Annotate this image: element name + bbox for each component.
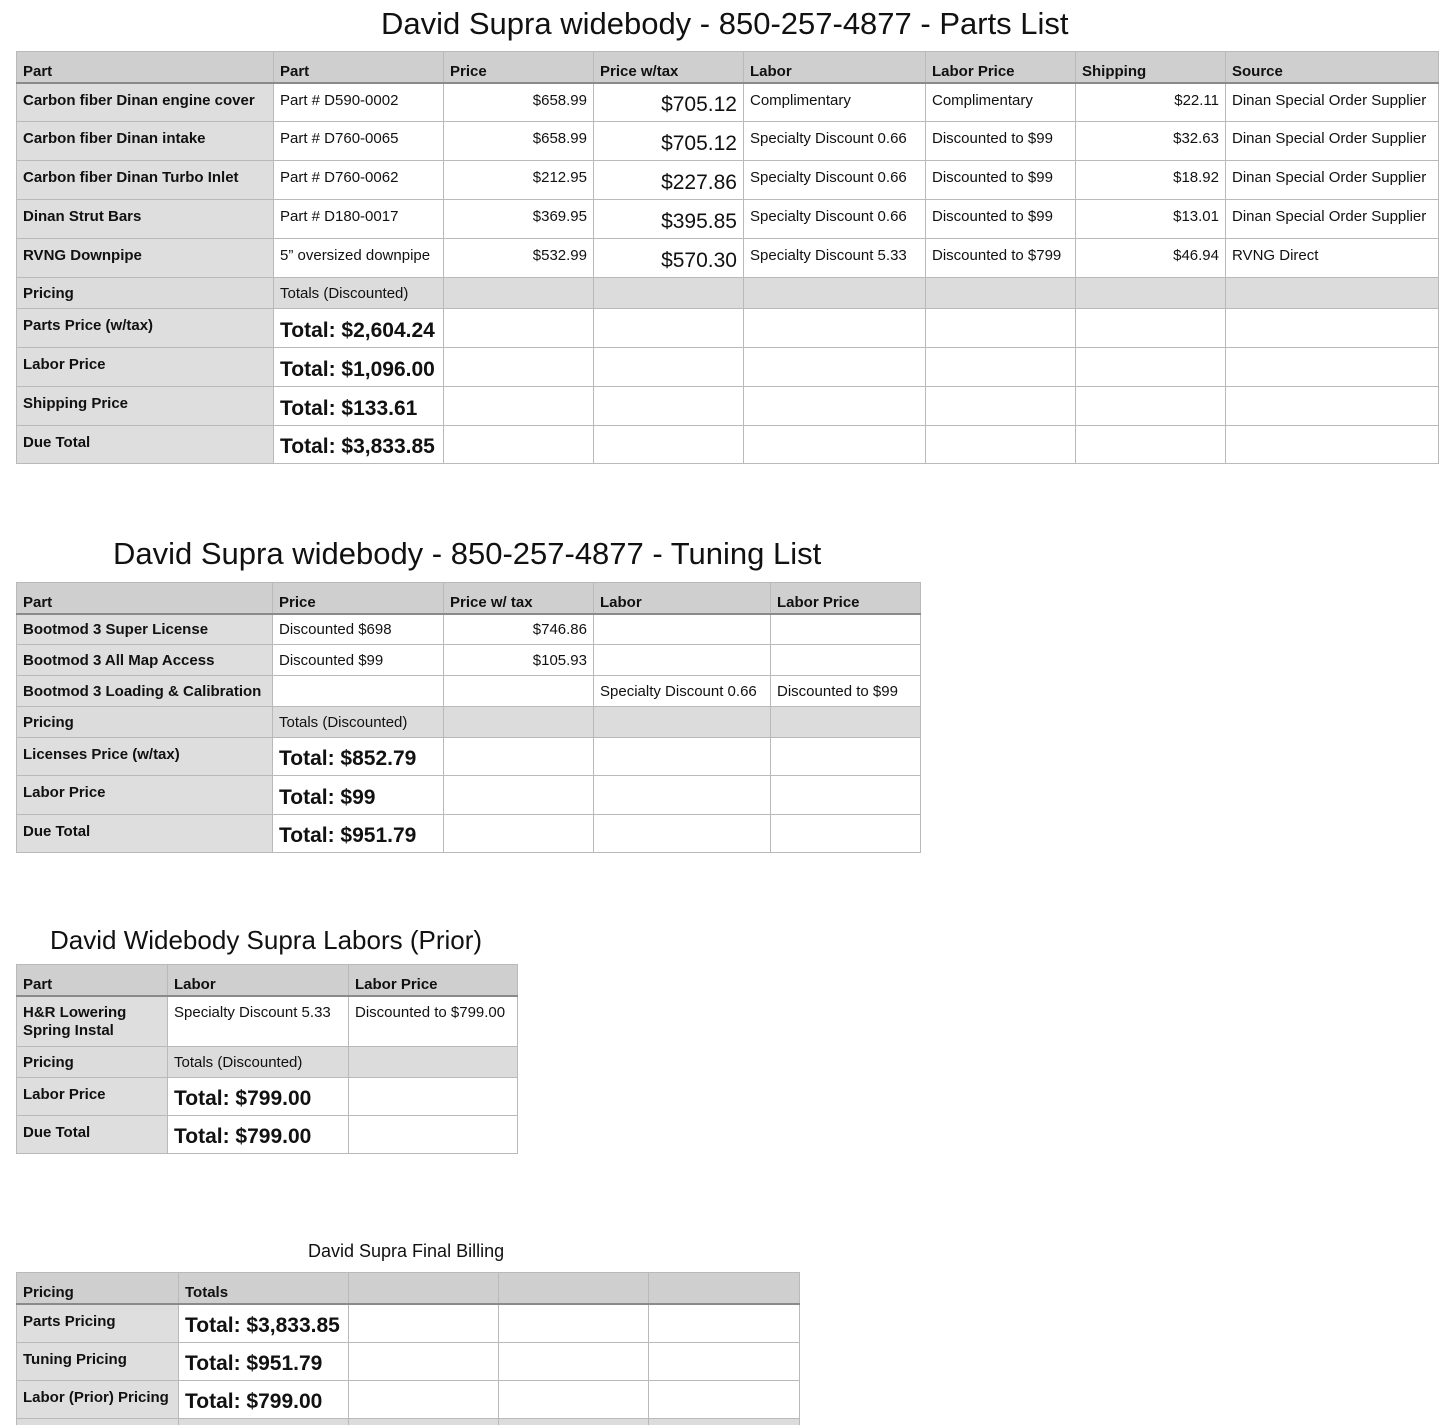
labor-cell[interactable]: Specialty Discount 5.33 <box>744 239 926 278</box>
column-header[interactable]: Part <box>17 52 274 83</box>
shipping-cell[interactable]: $32.63 <box>1076 122 1226 161</box>
total-row <box>17 1343 800 1381</box>
column-header[interactable]: Labor Price <box>926 52 1076 83</box>
empty-cell[interactable] <box>744 348 926 387</box>
empty-cell[interactable] <box>594 776 771 815</box>
empty-cell[interactable] <box>926 348 1076 387</box>
empty-cell[interactable] <box>1076 348 1226 387</box>
pricing-note[interactable]: Totals (Discounted) <box>273 707 444 738</box>
pricing-band-row <box>17 278 1439 309</box>
labor-price-cell[interactable]: Complimentary <box>926 83 1076 122</box>
total-row <box>17 1381 800 1419</box>
empty-cell[interactable] <box>926 278 1076 309</box>
empty-cell[interactable] <box>444 278 594 309</box>
part-name-cell[interactable]: Carbon fiber Dinan engine cover <box>17 83 274 122</box>
column-header[interactable]: Labor <box>744 52 926 83</box>
part-number-cell[interactable]: Part # D590-0002 <box>274 83 444 122</box>
total-label[interactable]: Tuning Pricing <box>17 1343 179 1381</box>
empty-cell[interactable] <box>649 1419 800 1425</box>
column-header[interactable]: Part <box>274 52 444 83</box>
part-name-cell[interactable]: Bootmod 3 All Map Access <box>17 645 273 676</box>
source-cell[interactable]: Dinan Special Order Supplier <box>1226 200 1439 239</box>
empty-cell[interactable] <box>1226 348 1439 387</box>
shipping-cell[interactable]: $22.11 <box>1076 83 1226 122</box>
price-cell[interactable]: $658.99 <box>444 122 594 161</box>
part-name-cell[interactable]: Dinan Strut Bars <box>17 200 274 239</box>
empty-cell[interactable] <box>1226 426 1439 464</box>
empty-cell[interactable] <box>444 426 594 464</box>
empty-cell[interactable] <box>444 707 594 738</box>
column-header[interactable]: Pricing <box>17 1273 179 1304</box>
total-value[interactable]: Total: $133.61 <box>274 387 444 426</box>
pricing-band-row <box>17 1047 518 1078</box>
tuning-list-title: David Supra widebody - 850-257-4877 - Tuning List <box>113 536 822 571</box>
total-value[interactable]: Total: $799.00 <box>179 1381 349 1419</box>
labor-cell[interactable]: Specialty Discount 5.33 <box>168 996 349 1047</box>
labor-price-cell[interactable]: Discounted to $799 <box>926 239 1076 278</box>
pricing-note[interactable]: Totals (Discounted) <box>274 278 444 309</box>
empty-cell[interactable] <box>649 1343 800 1381</box>
empty-cell[interactable] <box>1226 309 1439 348</box>
total-label[interactable]: Licenses Price (w/tax) <box>17 738 273 776</box>
part-name-cell[interactable]: Carbon fiber Dinan Turbo Inlet <box>17 161 274 200</box>
labor-cell[interactable]: Specialty Discount 0.66 <box>744 161 926 200</box>
total-row <box>17 426 1439 464</box>
empty-cell[interactable] <box>499 1381 649 1419</box>
total-value[interactable]: Total: $99 <box>273 776 444 815</box>
part-number-cell[interactable]: Part # D760-0062 <box>274 161 444 200</box>
total-value[interactable]: Total: $799.00 <box>168 1078 349 1116</box>
total-row <box>17 1304 800 1343</box>
column-header[interactable]: Source <box>1226 52 1439 83</box>
price-tax-cell[interactable]: $570.30 <box>594 239 744 278</box>
total-row <box>17 776 921 815</box>
empty-cell[interactable] <box>444 309 594 348</box>
price-cell[interactable]: $369.95 <box>444 200 594 239</box>
labor-cell[interactable] <box>594 645 771 676</box>
total-value[interactable]: Total: $3,833.85 <box>274 426 444 464</box>
final-billing-table <box>16 1272 800 1425</box>
shipping-cell[interactable]: $13.01 <box>1076 200 1226 239</box>
column-header[interactable]: Labor Price <box>771 583 921 614</box>
column-header[interactable] <box>349 1273 499 1304</box>
empty-cell[interactable] <box>926 387 1076 426</box>
empty-cell[interactable] <box>594 815 771 853</box>
total-row <box>17 387 1439 426</box>
labor-cell[interactable]: Specialty Discount 0.66 <box>744 122 926 161</box>
part-name-cell[interactable]: Carbon fiber Dinan intake <box>17 122 274 161</box>
total-value[interactable]: Total: $951.79 <box>273 815 444 853</box>
column-header[interactable]: Labor <box>594 583 771 614</box>
source-cell[interactable]: Dinan Special Order Supplier <box>1226 161 1439 200</box>
column-header[interactable]: Price w/tax <box>594 52 744 83</box>
part-number-cell[interactable]: Part # D760-0065 <box>274 122 444 161</box>
total-row <box>17 738 921 776</box>
empty-cell[interactable] <box>1076 387 1226 426</box>
empty-cell[interactable] <box>744 426 926 464</box>
empty-cell[interactable] <box>594 387 744 426</box>
pricing-note[interactable]: Totals (Discounted) <box>168 1047 349 1078</box>
part-name-cell[interactable]: Bootmod 3 Super License <box>17 614 273 645</box>
tuning-header-row <box>17 583 921 614</box>
source-cell[interactable]: Dinan Special Order Supplier <box>1226 122 1439 161</box>
empty-cell[interactable] <box>444 387 594 426</box>
column-header[interactable] <box>499 1273 649 1304</box>
parts-list-table <box>16 51 1439 464</box>
empty-cell[interactable] <box>649 1381 800 1419</box>
labor-cell[interactable] <box>594 614 771 645</box>
shipping-cell[interactable]: $46.94 <box>1076 239 1226 278</box>
pricing-label[interactable]: Pricing <box>17 1047 168 1078</box>
price-cell[interactable]: Discounted $698 <box>273 614 444 645</box>
empty-cell[interactable] <box>594 707 771 738</box>
empty-cell[interactable] <box>1226 387 1439 426</box>
total-row <box>17 1078 518 1116</box>
tuning-list-table <box>16 582 921 853</box>
empty-cell[interactable] <box>349 1381 499 1419</box>
empty-cell[interactable] <box>744 387 926 426</box>
part-name-cell[interactable]: Bootmod 3 Loading & Calibration <box>17 676 273 707</box>
empty-cell[interactable] <box>349 1419 499 1425</box>
price-cell[interactable]: $658.99 <box>444 83 594 122</box>
empty-cell[interactable] <box>649 1304 800 1343</box>
column-header[interactable] <box>649 1273 800 1304</box>
total-value[interactable]: Total: $3,833.85 <box>179 1304 349 1343</box>
table-row <box>17 83 1439 122</box>
total-label[interactable]: Labor (Prior) Pricing <box>17 1381 179 1419</box>
empty-cell[interactable] <box>179 1419 349 1425</box>
labor-price-cell[interactable] <box>771 645 921 676</box>
price-tax-cell[interactable]: $227.86 <box>594 161 744 200</box>
table-row <box>17 676 921 707</box>
empty-cell[interactable] <box>771 707 921 738</box>
table-row <box>17 996 518 1047</box>
total-value[interactable]: Total: $852.79 <box>273 738 444 776</box>
column-header[interactable]: Labor Price <box>349 965 518 996</box>
empty-cell[interactable] <box>594 278 744 309</box>
empty-cell[interactable] <box>444 738 594 776</box>
price-tax-cell[interactable] <box>444 676 594 707</box>
pricing-band-row <box>17 707 921 738</box>
empty-cell[interactable] <box>1076 278 1226 309</box>
total-value[interactable]: Total: $1,096.00 <box>274 348 444 387</box>
price-tax-cell[interactable]: $746.86 <box>444 614 594 645</box>
price-tax-cell[interactable]: $705.12 <box>594 122 744 161</box>
shipping-cell[interactable]: $18.92 <box>1076 161 1226 200</box>
part-number-cell[interactable]: 5” oversized downpipe <box>274 239 444 278</box>
parts-header-row <box>17 52 1439 83</box>
part-name-cell[interactable]: H&R Lowering Spring Instal <box>17 996 168 1047</box>
pricing-label[interactable]: Pricing <box>17 707 273 738</box>
column-header[interactable]: Price <box>273 583 444 614</box>
empty-cell[interactable] <box>926 426 1076 464</box>
table-row <box>17 645 921 676</box>
empty-cell[interactable] <box>594 426 744 464</box>
table-row <box>17 161 1439 200</box>
empty-cell[interactable] <box>499 1343 649 1381</box>
total-label[interactable]: Shipping Price <box>17 387 274 426</box>
empty-cell[interactable] <box>744 309 926 348</box>
empty-cell[interactable] <box>594 348 744 387</box>
total-label[interactable]: Parts Price (w/tax) <box>17 309 274 348</box>
pricing-label[interactable]: Pricing <box>17 278 274 309</box>
price-tax-cell[interactable]: $395.85 <box>594 200 744 239</box>
total-row <box>17 1116 518 1154</box>
price-cell[interactable]: $212.95 <box>444 161 594 200</box>
pricing-band-row <box>17 1419 800 1425</box>
total-row <box>17 815 921 853</box>
labor-price-cell[interactable] <box>771 614 921 645</box>
labors-table <box>16 964 518 1154</box>
price-cell[interactable]: $532.99 <box>444 239 594 278</box>
empty-cell[interactable] <box>1226 278 1439 309</box>
price-tax-cell[interactable]: $105.93 <box>444 645 594 676</box>
total-value[interactable]: Total: $951.79 <box>179 1343 349 1381</box>
price-tax-cell[interactable]: $705.12 <box>594 83 744 122</box>
labor-price-cell[interactable]: Discounted to $99 <box>926 161 1076 200</box>
empty-cell[interactable] <box>444 348 594 387</box>
column-header[interactable]: Part <box>17 583 273 614</box>
source-cell[interactable]: Dinan Special Order Supplier <box>1226 83 1439 122</box>
empty-cell[interactable] <box>594 309 744 348</box>
empty-cell[interactable] <box>594 738 771 776</box>
labor-price-cell[interactable]: Discounted to $99 <box>926 200 1076 239</box>
price-cell[interactable] <box>273 676 444 707</box>
price-cell[interactable]: Discounted $99 <box>273 645 444 676</box>
billing-header-row <box>17 1273 800 1304</box>
empty-cell[interactable] <box>349 1343 499 1381</box>
table-row <box>17 122 1439 161</box>
total-value[interactable]: Total: $2,604.24 <box>274 309 444 348</box>
total-label[interactable]: Parts Pricing <box>17 1304 179 1343</box>
total-row <box>17 309 1439 348</box>
labor-cell[interactable]: Complimentary <box>744 83 926 122</box>
empty-cell[interactable] <box>349 1304 499 1343</box>
column-header[interactable]: Part <box>17 965 168 996</box>
empty-cell[interactable] <box>444 815 594 853</box>
empty-cell[interactable] <box>349 1078 518 1116</box>
labor-price-cell[interactable]: Discounted to $799.00 <box>349 996 518 1047</box>
total-label[interactable]: Due Total <box>17 815 273 853</box>
empty-cell[interactable] <box>1076 426 1226 464</box>
empty-cell[interactable] <box>499 1419 649 1425</box>
column-header[interactable]: Totals <box>179 1273 349 1304</box>
labor-cell[interactable]: Specialty Discount 0.66 <box>744 200 926 239</box>
column-header[interactable]: Shipping <box>1076 52 1226 83</box>
labors-title: David Widebody Supra Labors (Prior) <box>50 925 483 955</box>
column-header[interactable]: Price <box>444 52 594 83</box>
empty-cell[interactable] <box>926 309 1076 348</box>
labor-cell[interactable]: Specialty Discount 0.66 <box>594 676 771 707</box>
empty-cell[interactable] <box>349 1047 518 1078</box>
total-value[interactable]: Total: $799.00 <box>168 1116 349 1154</box>
column-header[interactable]: Price w/ tax <box>444 583 594 614</box>
labors-header-row <box>17 965 518 996</box>
total-label[interactable]: Labor Price <box>17 776 273 815</box>
total-label[interactable]: Labor Price <box>17 1078 168 1116</box>
empty-cell[interactable] <box>771 738 921 776</box>
source-cell[interactable]: RVNG Direct <box>1226 239 1439 278</box>
empty-cell[interactable] <box>444 776 594 815</box>
empty-cell[interactable] <box>349 1116 518 1154</box>
total-label[interactable]: Labor Price <box>17 348 274 387</box>
final-billing-title: David Supra Final Billing <box>308 1241 505 1261</box>
labor-price-cell[interactable]: Discounted to $99 <box>771 676 921 707</box>
total-row <box>17 348 1439 387</box>
table-row <box>17 239 1439 278</box>
labor-price-cell[interactable]: Discounted to $99 <box>926 122 1076 161</box>
table-row <box>17 614 921 645</box>
empty-cell[interactable] <box>744 278 926 309</box>
empty-cell[interactable] <box>1076 309 1226 348</box>
empty-cell[interactable] <box>499 1304 649 1343</box>
empty-cell[interactable] <box>771 815 921 853</box>
total-label[interactable]: Due Total <box>17 426 274 464</box>
empty-cell[interactable] <box>17 1419 179 1425</box>
table-row <box>17 200 1439 239</box>
part-name-cell[interactable]: RVNG Downpipe <box>17 239 274 278</box>
column-header[interactable]: Labor <box>168 965 349 996</box>
parts-list-title: David Supra widebody - 850-257-4877 - Parts List <box>381 6 1069 41</box>
part-number-cell[interactable]: Part # D180-0017 <box>274 200 444 239</box>
empty-cell[interactable] <box>771 776 921 815</box>
total-label[interactable]: Due Total <box>17 1116 168 1154</box>
